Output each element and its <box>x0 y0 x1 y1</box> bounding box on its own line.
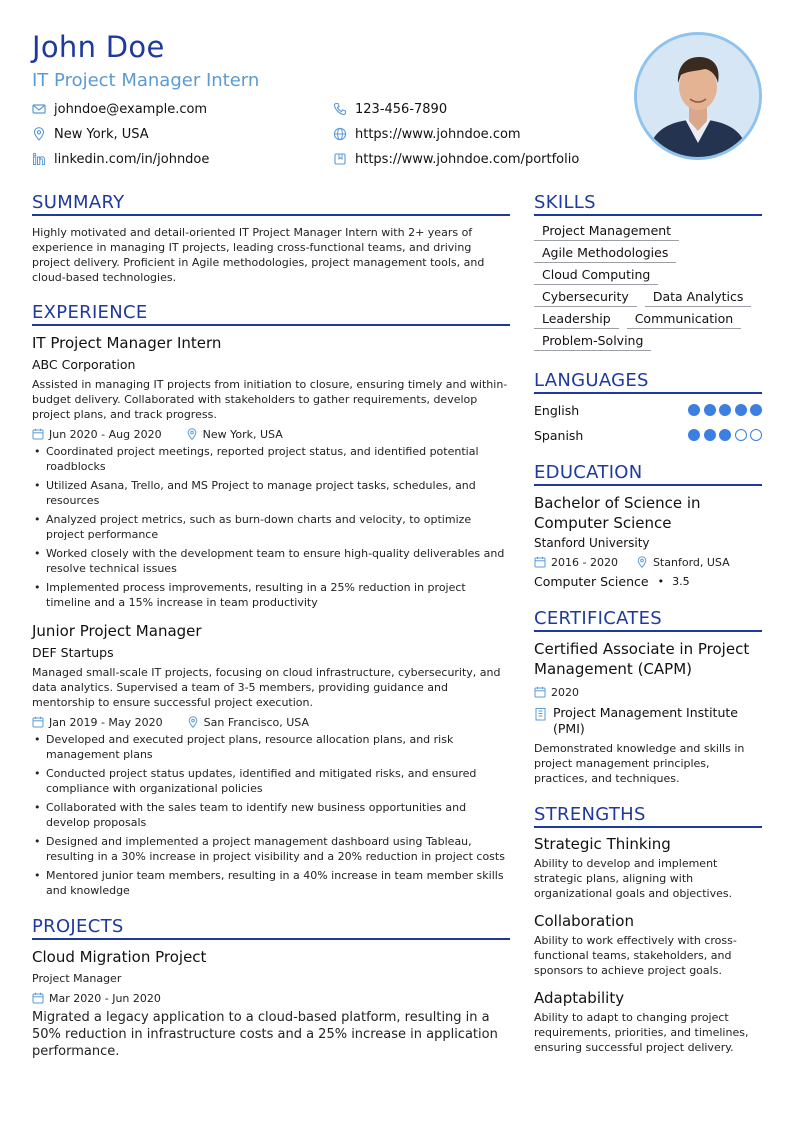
job-bullets <box>32 444 510 610</box>
bullet-item: • Utilized Asana, Trello, and MS Project to manage project tasks, schedules, and resources <box>32 478 510 508</box>
proficiency-dots <box>685 429 763 441</box>
project-dates: Mar 2020 - Jun 2020 <box>49 991 161 1005</box>
job-title: IT Project Manager Intern <box>32 334 222 352</box>
language-name: Spanish <box>534 427 584 443</box>
strength-title: Collaboration <box>534 912 634 930</box>
project-title: Cloud Migration Project <box>32 948 207 966</box>
school-name: Stanford University <box>534 536 650 550</box>
location-icon <box>32 127 46 141</box>
skill-tag: Leadership <box>534 310 619 329</box>
projects-heading: PROJECTS <box>32 916 510 940</box>
proficiency-dots <box>685 404 763 416</box>
bullet-item: • Analyzed project metrics, such as burn-down charts and velocity, to optimize project performance <box>32 512 510 542</box>
company-name: ABC Corporation <box>32 357 136 372</box>
contact-phone[interactable] <box>333 100 447 118</box>
strength-title: Strategic Thinking <box>534 835 671 853</box>
proficiency-dot-filled <box>719 404 731 416</box>
bullet-item: • Collaborated with the sales team to identify new business opportunities and develop proposals <box>32 800 510 830</box>
strength-title: Adaptability <box>534 989 625 1007</box>
location-icon <box>187 716 199 728</box>
skill-tag: Cloud Computing <box>534 266 658 285</box>
skill-tag: Communication <box>627 310 742 329</box>
education-field-row <box>534 574 762 589</box>
certificate-issuer: Project Management Institute (PMI) <box>553 705 738 736</box>
proficiency-dot-empty <box>750 429 762 441</box>
resume-header <box>32 30 762 170</box>
linkedin-icon <box>32 152 46 166</box>
skill-tag: Cybersecurity <box>534 288 637 307</box>
bullet-item: • Coordinated project meetings, reported project status, and identified potential roadblocks <box>32 444 510 474</box>
contact-email-text: johndoe@example.com <box>54 101 208 117</box>
skill-tag: Project Management <box>534 222 679 241</box>
language-name: English <box>534 402 580 418</box>
contact-website[interactable] <box>333 125 521 143</box>
separator-dot: • <box>657 575 665 588</box>
location-icon <box>636 556 648 568</box>
bullet-item: • Developed and executed project plans, resource allocation plans, and risk management plans <box>32 732 510 762</box>
skills-heading: SKILLS <box>534 192 762 216</box>
job-location: New York, USA <box>202 427 283 441</box>
bullet-item: • Implemented process improvements, resulting in a 25% reduction in project timeline and a 15% increase in team productivity <box>32 580 510 610</box>
contact-website-text: https://www.johndoe.com <box>355 126 521 142</box>
project-role: Project Manager <box>32 972 122 985</box>
certificates-heading: CERTIFICATES <box>534 608 762 632</box>
candidate-title: IT Project Manager Intern <box>32 70 260 91</box>
certificate-year-row <box>534 684 762 700</box>
proficiency-dot-empty <box>735 429 747 441</box>
proficiency-dot-filled <box>750 404 762 416</box>
bullet-item: • Conducted project status updates, identified and mitigated risks, and ensured compliance with organizational policies <box>32 766 510 796</box>
education-heading: EDUCATION <box>534 462 762 486</box>
profile-photo <box>634 32 762 160</box>
education-meta <box>534 554 762 570</box>
contact-email[interactable] <box>32 100 207 118</box>
job-description: Assisted in managing IT projects from initiation to closure, ensuring timely and within-budget delivery. Collaborated with stakeholders to gather requirements, develop project plans, and track progress. <box>32 378 508 421</box>
proficiency-dot-filled <box>719 429 731 441</box>
strength-item <box>534 912 762 978</box>
candidate-name: John Doe <box>32 30 165 64</box>
job-title: Junior Project Manager <box>32 622 202 640</box>
certificate-issuer-row <box>534 705 762 737</box>
skill-tag: Data Analytics <box>645 288 752 307</box>
languages-heading: LANGUAGES <box>534 370 762 394</box>
contact-linkedin-text: linkedin.com/in/johndoe <box>54 151 210 167</box>
summary-text: Highly motivated and detail-oriented IT Project Manager Intern with 2+ years of experience in managing IT projects, leading cross-functional teams, and driving project delivery. Proficient in Agile methodologies, project management tools, and cloud-based technologies. <box>32 226 485 284</box>
bullet-item: • Worked closely with the development team to ensure high-quality deliverables and resolve technical issues <box>32 546 510 576</box>
calendar-icon <box>534 556 546 568</box>
proficiency-dot-filled <box>688 429 700 441</box>
building-icon <box>534 707 547 721</box>
profile-photo-illustration <box>637 35 759 157</box>
contact-location <box>32 125 149 143</box>
proficiency-dot-filled <box>735 404 747 416</box>
project-meta <box>32 990 510 1006</box>
job-description: Managed small-scale IT projects, focusing on cloud infrastructure, cybersecurity, and data analytics. Supervised a team of 3-5 members, providing guidance and mentorship to ensure successful project execution. <box>32 666 501 709</box>
strength-item <box>534 989 762 1055</box>
skill-tag: Agile Methodologies <box>534 244 676 263</box>
strength-description: Ability to work effectively with cross-functional teams, stakeholders, and sponsors to achieve project goals. <box>534 934 737 977</box>
phone-icon <box>333 102 347 116</box>
contact-portfolio[interactable] <box>333 150 579 168</box>
certificate-year: 2020 <box>551 685 579 699</box>
degree-title: Bachelor of Science in Computer Science <box>534 494 701 532</box>
contact-location-text: New York, USA <box>54 126 149 142</box>
bookmark-icon <box>333 152 347 166</box>
language-row <box>534 401 762 419</box>
mail-icon <box>32 102 46 116</box>
contact-linkedin[interactable] <box>32 150 209 168</box>
experience-item <box>32 622 510 898</box>
project-item <box>32 948 510 1060</box>
skills-list <box>534 222 762 354</box>
calendar-icon <box>32 716 44 728</box>
education-field: Computer Science <box>534 574 649 589</box>
calendar-icon <box>32 428 44 440</box>
calendar-icon <box>32 992 44 1004</box>
job-meta <box>32 426 510 442</box>
certificate-title: Certified Associate in Project Management (CAPM) <box>534 640 750 678</box>
globe-icon <box>333 127 347 141</box>
strengths-heading: STRENGTHS <box>534 804 762 828</box>
job-dates: Jun 2020 - Aug 2020 <box>49 427 162 441</box>
right-column <box>534 192 762 1055</box>
education-gpa: 3.5 <box>672 575 690 588</box>
experience-heading: EXPERIENCE <box>32 302 510 326</box>
strength-description: Ability to adapt to changing project requirements, priorities, and timelines, ensuring successful project delivery. <box>534 1011 749 1054</box>
location-icon <box>186 428 198 440</box>
certificate-description: Demonstrated knowledge and skills in project management principles, practices, and techniques. <box>534 742 745 785</box>
project-description: Migrated a legacy application to a cloud-based platform, resulting in a 50% reduction in infrastructure costs and a 25% increase in application performance. <box>32 1010 498 1059</box>
proficiency-dot-filled <box>688 404 700 416</box>
strength-description: Ability to develop and implement strategic plans, aligning with organizational goals and objectives. <box>534 857 733 900</box>
education-location: Stanford, USA <box>652 555 730 569</box>
experience-item <box>32 334 510 610</box>
calendar-icon <box>534 686 546 698</box>
job-dates: Jan 2019 - May 2020 <box>49 715 163 729</box>
contact-portfolio-text: https://www.johndoe.com/portfolio <box>355 151 580 167</box>
company-name: DEF Startups <box>32 645 114 660</box>
bullet-item: • Mentored junior team members, resulting in a 40% increase in team member skills and knowledge <box>32 868 510 898</box>
job-meta <box>32 714 510 730</box>
bullet-item: • Designed and implemented a project management dashboard using Tableau, resulting in a 30% increase in project visibility and a 20% reduction in project costs <box>32 834 510 864</box>
skill-tag: Problem-Solving <box>534 332 651 351</box>
summary-heading: SUMMARY <box>32 192 510 216</box>
contact-phone-text: 123-456-7890 <box>355 101 448 117</box>
language-row <box>534 426 762 444</box>
left-column <box>32 192 510 1060</box>
job-location: San Francisco, USA <box>203 715 309 729</box>
strength-item <box>534 835 762 901</box>
proficiency-dot-filled <box>704 429 716 441</box>
proficiency-dot-filled <box>704 404 716 416</box>
job-bullets <box>32 732 510 898</box>
education-dates: 2016 - 2020 <box>551 555 618 569</box>
